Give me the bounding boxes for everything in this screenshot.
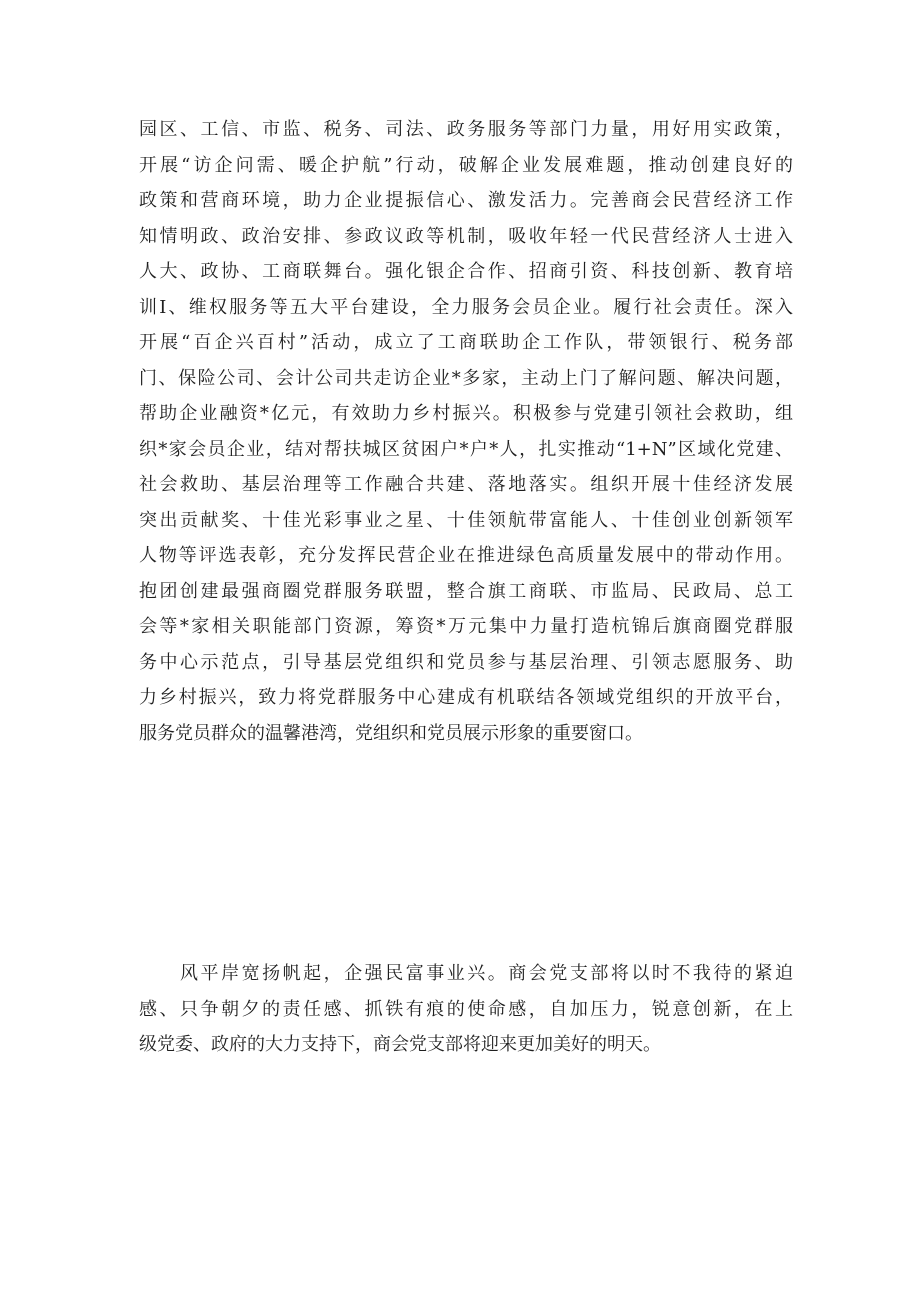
paragraph-1	[139, 112, 793, 751]
paragraph-line: 服务党员群众的温馨港湾，党组织和党员展示形象的重要窗口。	[139, 722, 643, 744]
paragraph-line: 级党委、政府的大力支持下，商会党支部将迎来更加美好的明天。	[139, 1034, 661, 1055]
paragraph-line: 抱团创建最强商圈党群服务联盟，整合旗工商联、市监局、民政局、总工	[139, 580, 793, 602]
paragraph-line: 知情明政、政治安排、参政议政等机制，吸收年轻一代民营经济人士进入	[139, 225, 793, 247]
paragraph-line: 感、只争朝夕的责任感、抓铁有痕的使命感，自加压力，锐意创新，在上	[139, 998, 793, 1020]
paragraph-line: 训I、维权服务等五大平台建设，全力服务会员企业。履行社会责任。深入	[139, 296, 793, 318]
paragraph-line: 人大、政协、工商联舞台。强化银企合作、招商引资、科技创新、教育培	[139, 261, 793, 282]
paragraph-2	[139, 956, 793, 1063]
paragraph-line: 园区、工信、市监、税务、司法、政务服务等部门力量，用好用实政策，	[139, 119, 793, 140]
paragraph-line: 社会救助、基层治理等工作融合共建、落地落实。组织开展十佳经济发展	[139, 474, 793, 495]
paragraph-line: 开展“访企问需、暖企护航”行动，破解企业发展难题，推动创建良好的	[139, 154, 793, 176]
paragraph-line: 帮助企业融资*亿元，有效助力乡村振兴。积极参与党建引领社会救助，组	[139, 403, 793, 424]
paragraph-line: 织*家会员企业，结对帮扶城区贫困户*户*人，扎实推动“1+N”区域化党建、	[139, 438, 793, 460]
paragraph-line: 开展“百企兴百村”活动，成立了工商联助企工作队，带领银行、税务部	[139, 332, 793, 353]
paragraph-line: 政策和营商环境，助力企业提振信心、激发活力。完善商会民营经济工作	[139, 190, 793, 211]
paragraph-line: 突出贡献奖、十佳光彩事业之星、十佳领航带富能人、十佳创业创新领军	[139, 509, 793, 531]
paragraph-line: 门、保险公司、会计公司共走访企业*多家，主动上门了解问题、解决问题，	[139, 367, 793, 389]
paragraph-line: 力乡村振兴，致力将党群服务中心建成有机联结各领域党组织的开放平台，	[139, 687, 793, 708]
paragraph-line: 会等*家相关职能部门资源，筹资*万元集中力量打造杭锦后旗商圈党群服	[139, 616, 793, 637]
paragraph-line: 风平岸宽扬帆起，企强民富事业兴。商会党支部将以时不我待的紧迫	[139, 963, 793, 984]
paragraph-line: 务中心示范点，引导基层党组织和党员参与基层治理、引领志愿服务、助	[139, 651, 793, 673]
paragraph-line: 人物等评选表彰，充分发挥民营企业在推进绿色高质量发展中的带动作用。	[139, 545, 793, 566]
